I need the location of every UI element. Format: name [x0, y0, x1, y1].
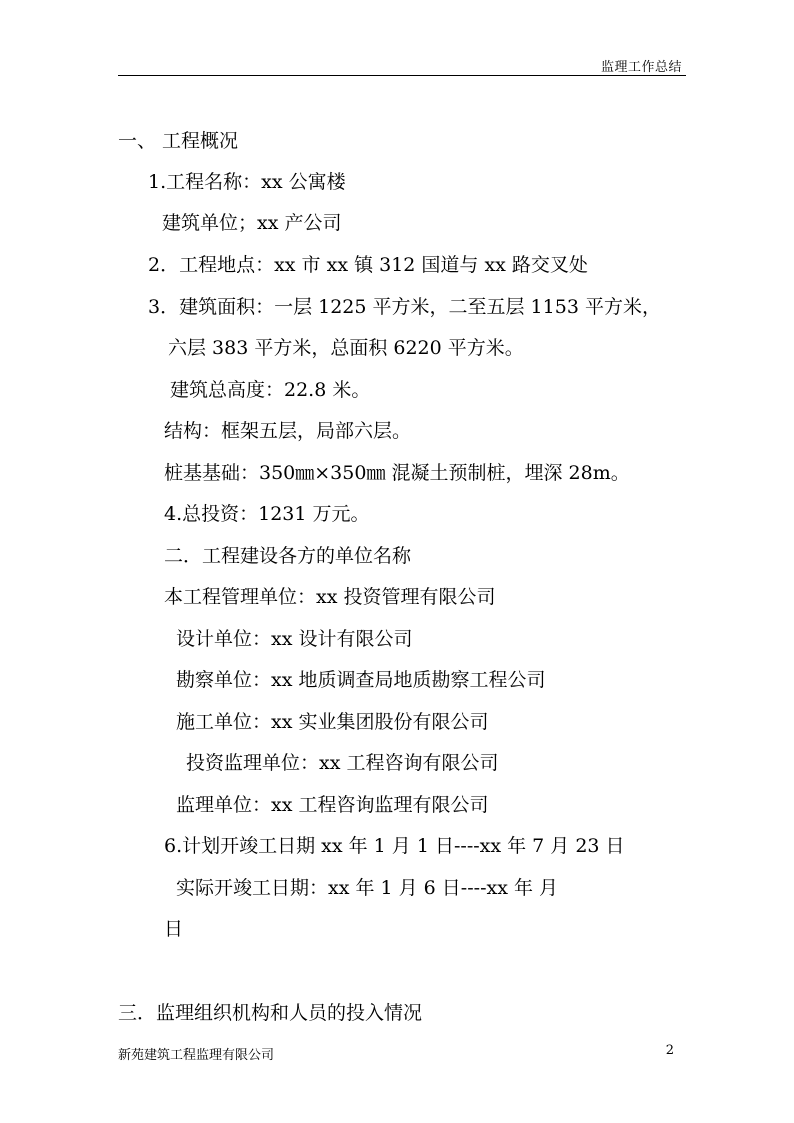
- pile-foundation: 桩基基础：350㎜×350㎜ 混凝土预制桩，埋深 28m。: [164, 462, 630, 484]
- design-unit: 设计单位：xx 设计有限公司: [176, 628, 413, 650]
- contractor-unit: 施工单位：xx 实业集团股份有限公司: [176, 711, 489, 733]
- section-heading-3: 三．监理组织机构和人员的投入情况: [118, 1002, 423, 1024]
- survey-unit: 勘察单位：xx 地质调查局地质勘察工程公司: [176, 669, 546, 691]
- building-area: 3．建筑面积：一层 1225 平方米，二至五层 1153 平方米，: [148, 296, 661, 318]
- construction-unit: 建筑单位；xx 产公司: [162, 212, 342, 234]
- supervision-unit: 监理单位：xx 工程咨询监理有限公司: [176, 794, 489, 816]
- header-title: 监理工作总结: [600, 60, 682, 75]
- section-heading-2: 二．工程建设各方的单位名称: [164, 545, 412, 567]
- actual-schedule: 实际开竣工日期：xx 年 1 月 6 日----xx 年 月: [176, 877, 558, 899]
- investment-supervision-unit: 投资监理单位：xx 工程咨询有限公司: [186, 752, 499, 774]
- management-unit: 本工程管理单位：xx 投资管理有限公司: [164, 586, 496, 608]
- planned-schedule: 6.计划开竣工日期 xx 年 1 月 1 日----xx 年 7 月 23 日: [164, 835, 625, 857]
- building-area-continued: 六层 383 平方米，总面积 6220 平方米。: [168, 337, 524, 359]
- project-location: 2．工程地点：xx 市 xx 镇 312 国道与 xx 路交叉处: [148, 254, 588, 276]
- header-divider: [118, 75, 686, 76]
- structure: 结构：框架五层，局部六层。: [164, 420, 412, 442]
- project-name: 1.工程名称：xx 公寓楼: [148, 171, 346, 193]
- section-heading-1: 一、 工程概况: [118, 130, 239, 152]
- footer-company-name: 新苑建筑工程监理有限公司: [118, 1048, 275, 1063]
- building-height: 建筑总高度：22.8 米。: [170, 379, 371, 401]
- actual-schedule-continued: 日: [164, 918, 184, 940]
- total-investment: 4.总投资：1231 万元。: [164, 503, 370, 525]
- page-number: 2: [665, 1043, 674, 1058]
